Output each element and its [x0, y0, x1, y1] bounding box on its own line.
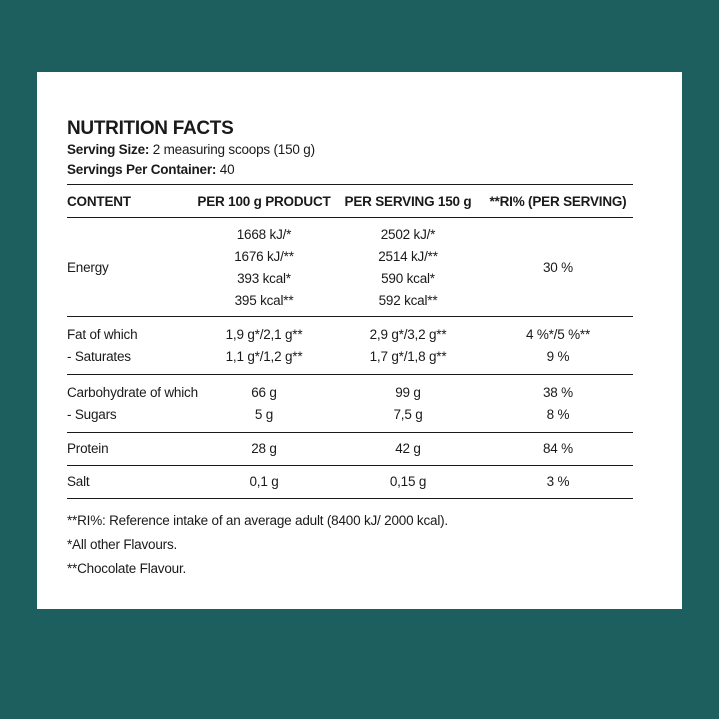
protein-name: Protein — [67, 441, 109, 456]
fat-ri: 4 %*/5 %** — [525, 327, 591, 342]
servings-per-container — [67, 160, 633, 180]
energy-per100-line: 393 kcal* — [237, 271, 291, 286]
fat-per100-cell — [195, 317, 333, 375]
page-title: NUTRITION FACTS — [67, 118, 234, 139]
fat-per-serving-cell — [333, 317, 483, 375]
carb-name-cell — [67, 375, 198, 433]
carbohydrate-per100: 66 g — [251, 385, 277, 400]
header-per-100g: PER 100 g PRODUCT — [197, 193, 331, 209]
salt-per-serving: 0,15 g — [389, 474, 427, 489]
header-content: CONTENT — [67, 193, 131, 209]
saturates-per-serving: 1,7 g*/1,8 g** — [369, 349, 447, 364]
fat-name-cell — [67, 317, 195, 375]
header-ri: **RI% (PER SERVING) — [489, 193, 627, 209]
fat-per-serving: 2,9 g*/3,2 g** — [369, 327, 447, 342]
footnote-ri: **RI%: Reference intake of an average adult (8400 kJ/ 2000 kcal). — [67, 513, 448, 528]
sugars-per100: 5 g — [254, 407, 274, 422]
table-row-energy — [67, 218, 633, 317]
energy-per100-line: 395 kcal** — [234, 293, 294, 308]
energy-ri: 30 % — [543, 260, 573, 275]
serving-size-value: 2 measuring scoops (150 g) — [152, 142, 315, 157]
salt-per100: 0,1 g — [249, 474, 279, 489]
energy-per-serving-line: 590 kcal* — [381, 271, 435, 286]
energy-per100-line: 1676 kJ/** — [234, 249, 294, 264]
sugars-per-serving: 7,5 g — [393, 407, 423, 422]
table-row-fat — [67, 317, 633, 375]
carb-per-serving-cell — [333, 375, 483, 433]
header-per-serving: PER SERVING 150 g — [344, 193, 472, 209]
carbohydrate-ri: 38 % — [543, 385, 573, 400]
serving-size — [67, 140, 633, 160]
table-header-row — [67, 185, 633, 218]
footnotes — [67, 509, 633, 581]
servings-per-container-value: 40 — [219, 162, 235, 177]
energy-name: Energy — [67, 260, 109, 275]
servings-per-container-label: Servings Per Container: — [67, 162, 217, 177]
saturates-name: - Saturates — [67, 349, 131, 364]
saturates-per100: 1,1 g*/1,2 g** — [225, 349, 303, 364]
carb-ri-cell — [483, 375, 633, 433]
sugars-ri: 8 % — [546, 407, 570, 422]
energy-per-serving-line: 2514 kJ/** — [378, 249, 438, 264]
energy-per-serving-line: 2502 kJ/* — [380, 227, 436, 242]
protein-per100: 28 g — [251, 441, 277, 456]
nutrition-panel — [37, 72, 682, 609]
salt-name: Salt — [67, 474, 90, 489]
energy-per-serving — [333, 218, 483, 317]
carbohydrate-name: Carbohydrate of which — [67, 385, 198, 400]
energy-per100 — [195, 218, 333, 317]
energy-per-serving-line: 592 kcal** — [378, 293, 438, 308]
table-row-salt — [67, 466, 633, 499]
fat-ri-cell — [483, 317, 633, 375]
protein-per-serving: 42 g — [395, 441, 421, 456]
carb-per100-cell — [195, 375, 333, 433]
carbohydrate-per-serving: 99 g — [395, 385, 421, 400]
fat-name: Fat of which — [67, 327, 138, 342]
fat-per100: 1,9 g*/2,1 g** — [225, 327, 303, 342]
salt-ri: 3 % — [546, 474, 570, 489]
footnote-other-flavours: *All other Flavours. — [67, 537, 178, 552]
energy-per100-line: 1668 kJ/* — [236, 227, 292, 242]
nutrition-table — [67, 184, 633, 499]
protein-ri: 84 % — [543, 441, 573, 456]
serving-size-label: Serving Size: — [67, 142, 150, 157]
sugars-name: - Sugars — [67, 407, 117, 422]
nutrition-content — [67, 118, 633, 581]
saturates-ri: 9 % — [546, 349, 570, 364]
table-row-carbohydrate — [67, 375, 633, 433]
footnote-chocolate: **Chocolate Flavour. — [67, 561, 187, 576]
table-row-protein — [67, 433, 633, 466]
